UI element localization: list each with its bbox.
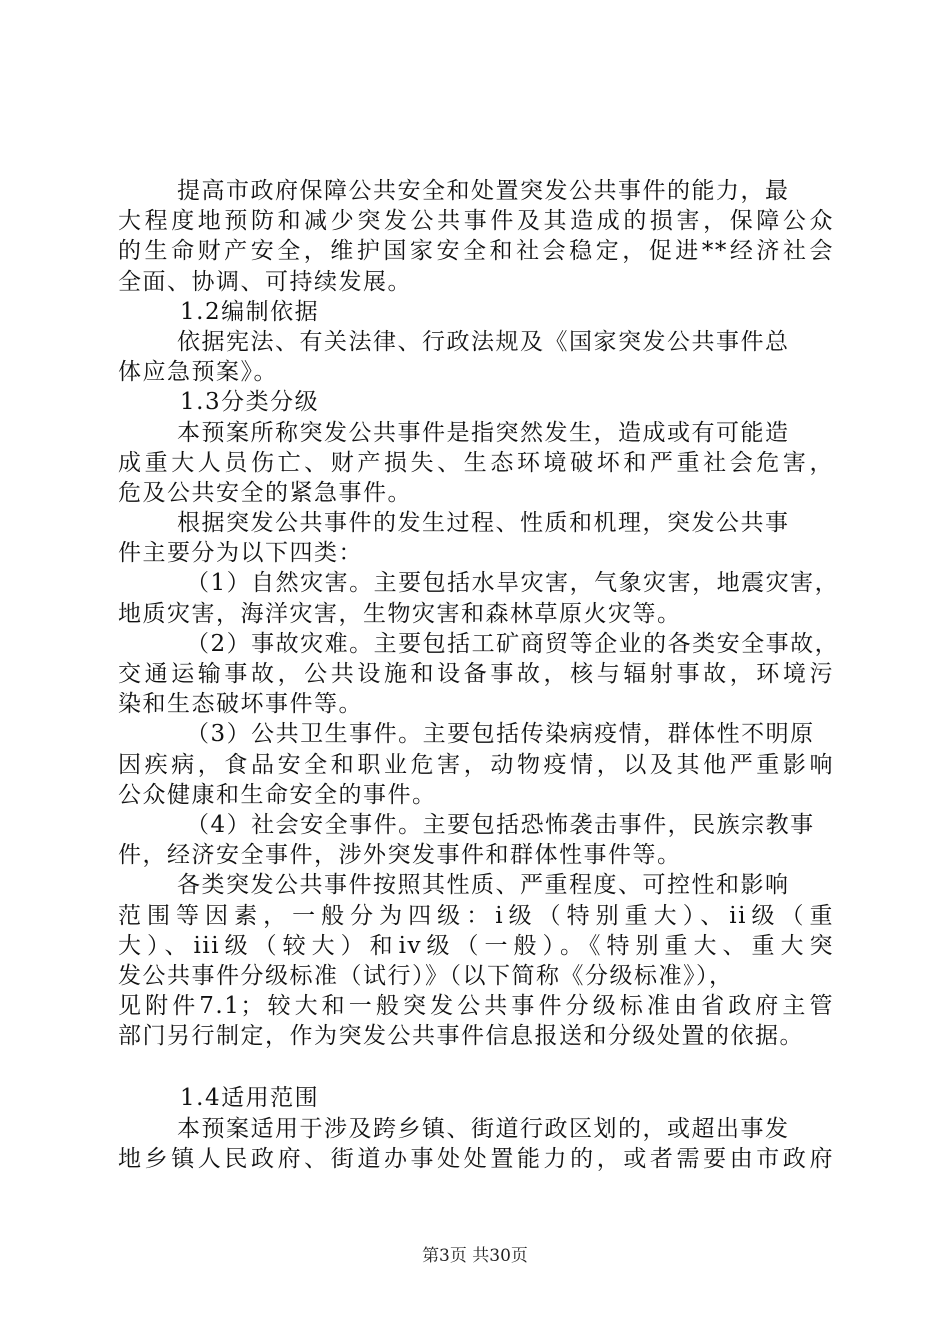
list-item-natural-disasters: （1）自然灾害。主要包括水旱灾害，气象灾害，地震灾害， xyxy=(186,570,840,597)
text-line: 公众健康和生命安全的事件。 xyxy=(118,781,437,808)
text-line: 依据宪法、有关法律、行政法规及《国家突发公共事件总 xyxy=(177,328,790,355)
text-line: 大程度地预防和减少突发公共事件及其造成的损害，保障公众 xyxy=(118,208,834,235)
text-line: 地乡镇人民政府、街道办事处处置能力的，或者需要由市政府 xyxy=(118,1145,834,1172)
text-line: 根据突发公共事件的发生过程、性质和机理，突发公共事 xyxy=(177,510,790,537)
text-line: 交通运输事故，公共设施和设备事故，核与辐射事故，环境污 xyxy=(118,661,834,687)
text-line: 件，经济安全事件，涉外突发事件和群体性事件等。 xyxy=(118,842,682,869)
text-line: 全面、协调、可持续发展。 xyxy=(118,268,412,295)
list-item-accidents: （2）事故灾难。主要包括工矿商贸等企业的各类安全事故， xyxy=(186,630,840,657)
text-line: 因疾病，食品安全和职业危害，动物疫情，以及其他严重影响 xyxy=(118,751,834,778)
text-line: 的生命财产安全，维护国家安全和社会稳定，促进**经济社会 xyxy=(118,238,834,265)
text-line: 大）、iii级（较大）和iv级（一般）。《特别重大、重大突 xyxy=(118,932,834,959)
list-item-public-health: （3）公共卫生事件。主要包括传染病疫情，群体性不明原 xyxy=(186,721,815,748)
text-line: 部门另行制定，作为突发公共事件信息报送和分级处置的依据。 xyxy=(118,1023,804,1050)
section-heading-1-3: 1.3分类分级 xyxy=(180,389,320,416)
text-line: 件主要分为以下四类： xyxy=(118,540,363,567)
section-heading-1-4: 1.4适用范围 xyxy=(180,1085,320,1112)
text-line: 染和生态破坏事件等。 xyxy=(118,691,363,718)
document-body xyxy=(118,176,840,1174)
text-line: 提高市政府保障公共安全和处置突发公共事件的能力，最 xyxy=(177,178,790,204)
text-line: 见附件7.1；较大和一般突发公共事件分级标准由省政府主管 xyxy=(118,993,834,1020)
text-line: 范围等因素，一般分为四级：i级（特别重大）、ii级（重 xyxy=(118,902,834,929)
text-line: 发公共事件分级标准（试行）》（以下简称《分级标准》）， xyxy=(118,962,734,989)
paragraph-gap xyxy=(118,1051,834,1083)
section-heading-1-2: 1.2编制依据 xyxy=(180,298,320,325)
text-line: 成重大人员伤亡、财产损失、生态环境破坏和严重社会危害， xyxy=(118,449,834,476)
list-item-social-security: （4）社会安全事件。主要包括恐怖袭击事件，民族宗教事 xyxy=(186,811,815,838)
text-line: 体应急预案》。 xyxy=(118,359,278,386)
page-number-footer: 第3页 共30页 xyxy=(422,1246,528,1266)
text-line: 本预案所称突发公共事件是指突然发生，造成或有可能造 xyxy=(177,419,790,446)
text-line: 本预案适用于涉及跨乡镇、街道行政区划的，或超出事发 xyxy=(177,1115,790,1142)
text-line: 地质灾害，海洋灾害，生物灾害和森林草原火灾等。 xyxy=(118,600,682,627)
text-line: 危及公共安全的紧急事件。 xyxy=(118,479,412,506)
text-line: 各类突发公共事件按照其性质、严重程度、可控性和影响 xyxy=(177,872,790,899)
